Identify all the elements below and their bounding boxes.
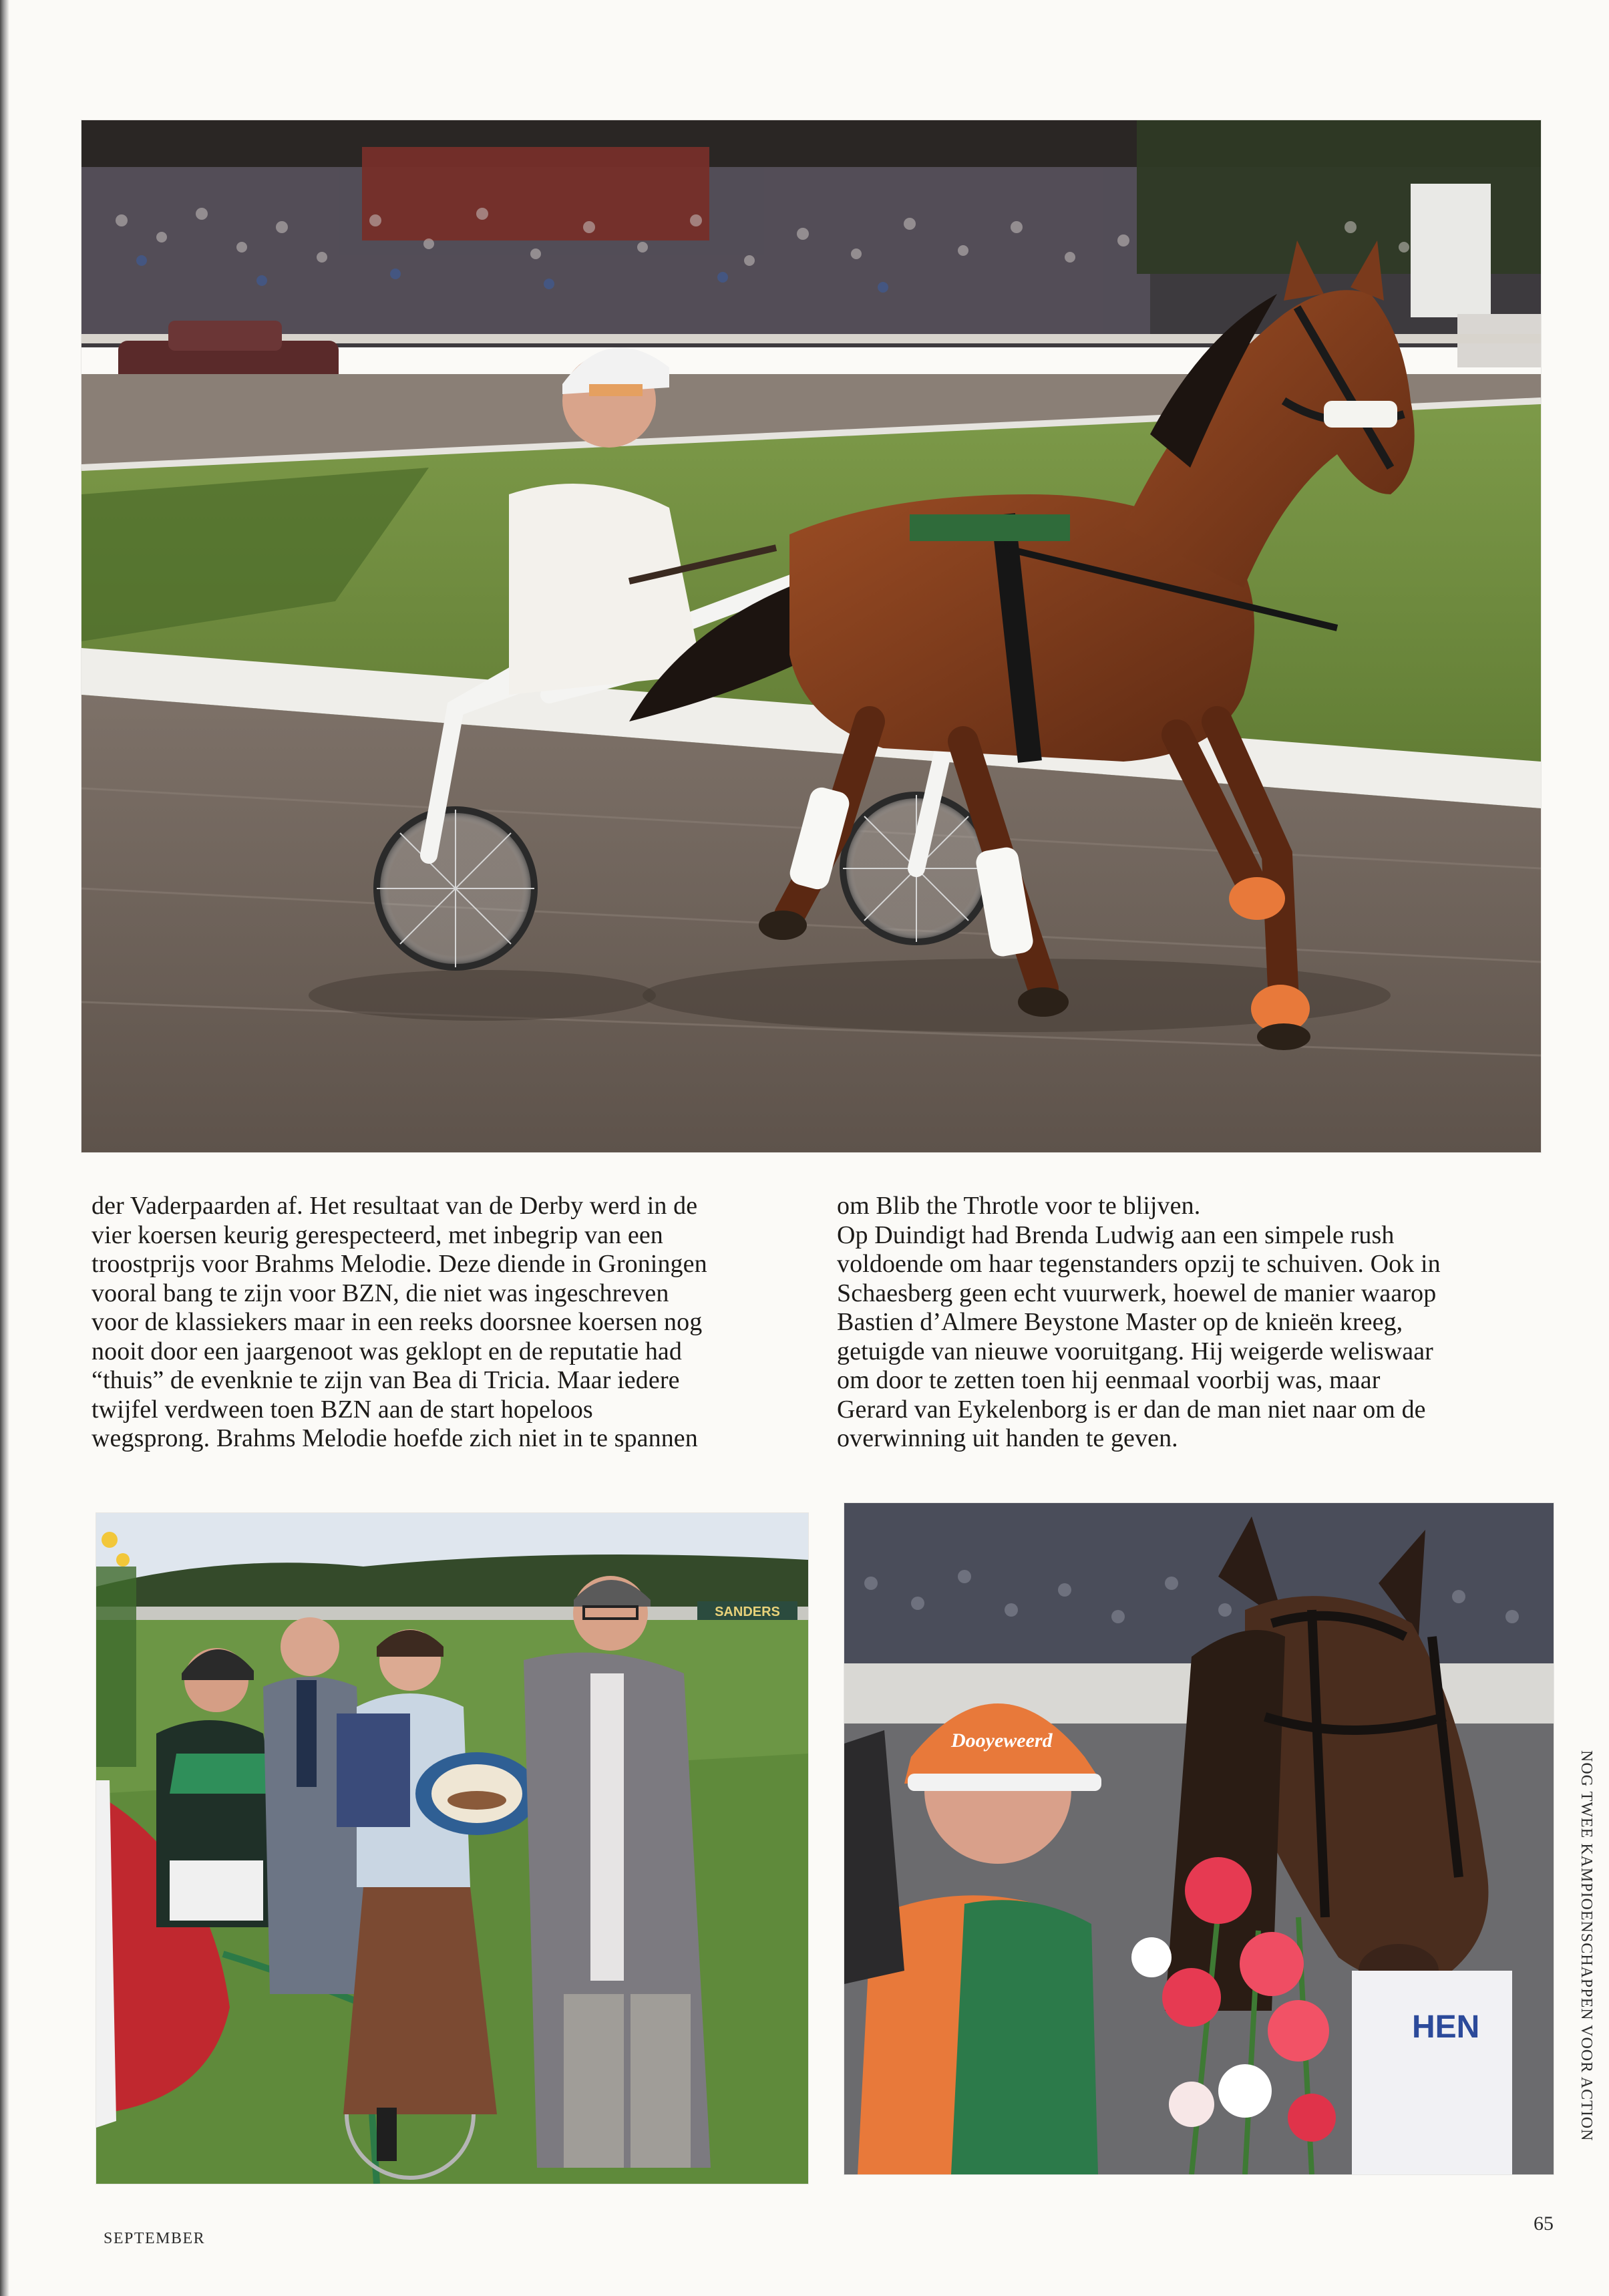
photo-driver-with-horse	[844, 1503, 1554, 2174]
text-line: Bastien d’Almere Beystone Master op de knieën kreeg,	[837, 1308, 1403, 1336]
text-line: overwinning uit handen te geven.	[837, 1424, 1178, 1452]
helmet-text: Dooyeweerd	[951, 1730, 1053, 1752]
text-line: wegsprong. Brahms Melodie hoefde zich niet in te spannen	[92, 1424, 698, 1452]
text-line: om Blib the Throtle voor te blijven.	[837, 1192, 1201, 1220]
text-line: Op Duindigt had Brenda Ludwig aan een simpele rush	[837, 1220, 1395, 1249]
text-line: getuigde van nieuwe vooruitgang. Hij weigerde weliswaar	[837, 1337, 1433, 1365]
text-line: “thuis” de evenknie te zijn van Bea di Tricia. Maar iedere	[92, 1366, 680, 1394]
text-line: Gerard van Eykelenborg is er dan de man niet naar om de	[837, 1395, 1426, 1424]
photo-harness-race	[81, 120, 1541, 1152]
photo-prize-ceremony	[96, 1513, 808, 2184]
board-sanders: SANDERS	[715, 1605, 780, 1619]
text-line: voldoende om haar tegenstanders opzij te schuiven. Ook in	[837, 1250, 1441, 1278]
side-caption: NOG TWEE KAMPIOENSCHAPPEN VOOR ACTION	[1578, 1750, 1595, 2142]
footer-month: SEPTEMBER	[104, 2230, 206, 2247]
text-line: om door te zetten toen hij eenmaal voorbij was, maar	[837, 1366, 1381, 1394]
text-line: der Vaderpaarden af. Het resultaat van de Derby werd in de	[92, 1192, 698, 1220]
text-line: vooral bang te zijn voor BZN, die niet was ingeschreven	[92, 1279, 669, 1307]
article-column-right	[837, 1192, 1550, 1454]
article-column-left	[92, 1192, 805, 1454]
text-line: nooit door een jaargenoot was geklopt en de reputatie had	[92, 1337, 682, 1365]
text-line: twijfel verdween toen BZN aan de start hopeloos	[92, 1395, 593, 1424]
text-line: Schaesberg geen echt vuurwerk, hoewel de manier waarop	[837, 1279, 1437, 1307]
binding-shadow	[0, 0, 9, 2296]
text-line: troostprijs voor Brahms Melodie. Deze diende in Groningen	[92, 1250, 707, 1278]
page-number: 65	[1534, 2212, 1554, 2235]
text-line: voor de klassiekers maar in een reeks doorsnee koersen nog	[92, 1308, 703, 1336]
bib-text: HEN	[1412, 2009, 1480, 2045]
text-line: vier koersen keurig gerespecteerd, met inbegrip van een	[92, 1220, 663, 1249]
